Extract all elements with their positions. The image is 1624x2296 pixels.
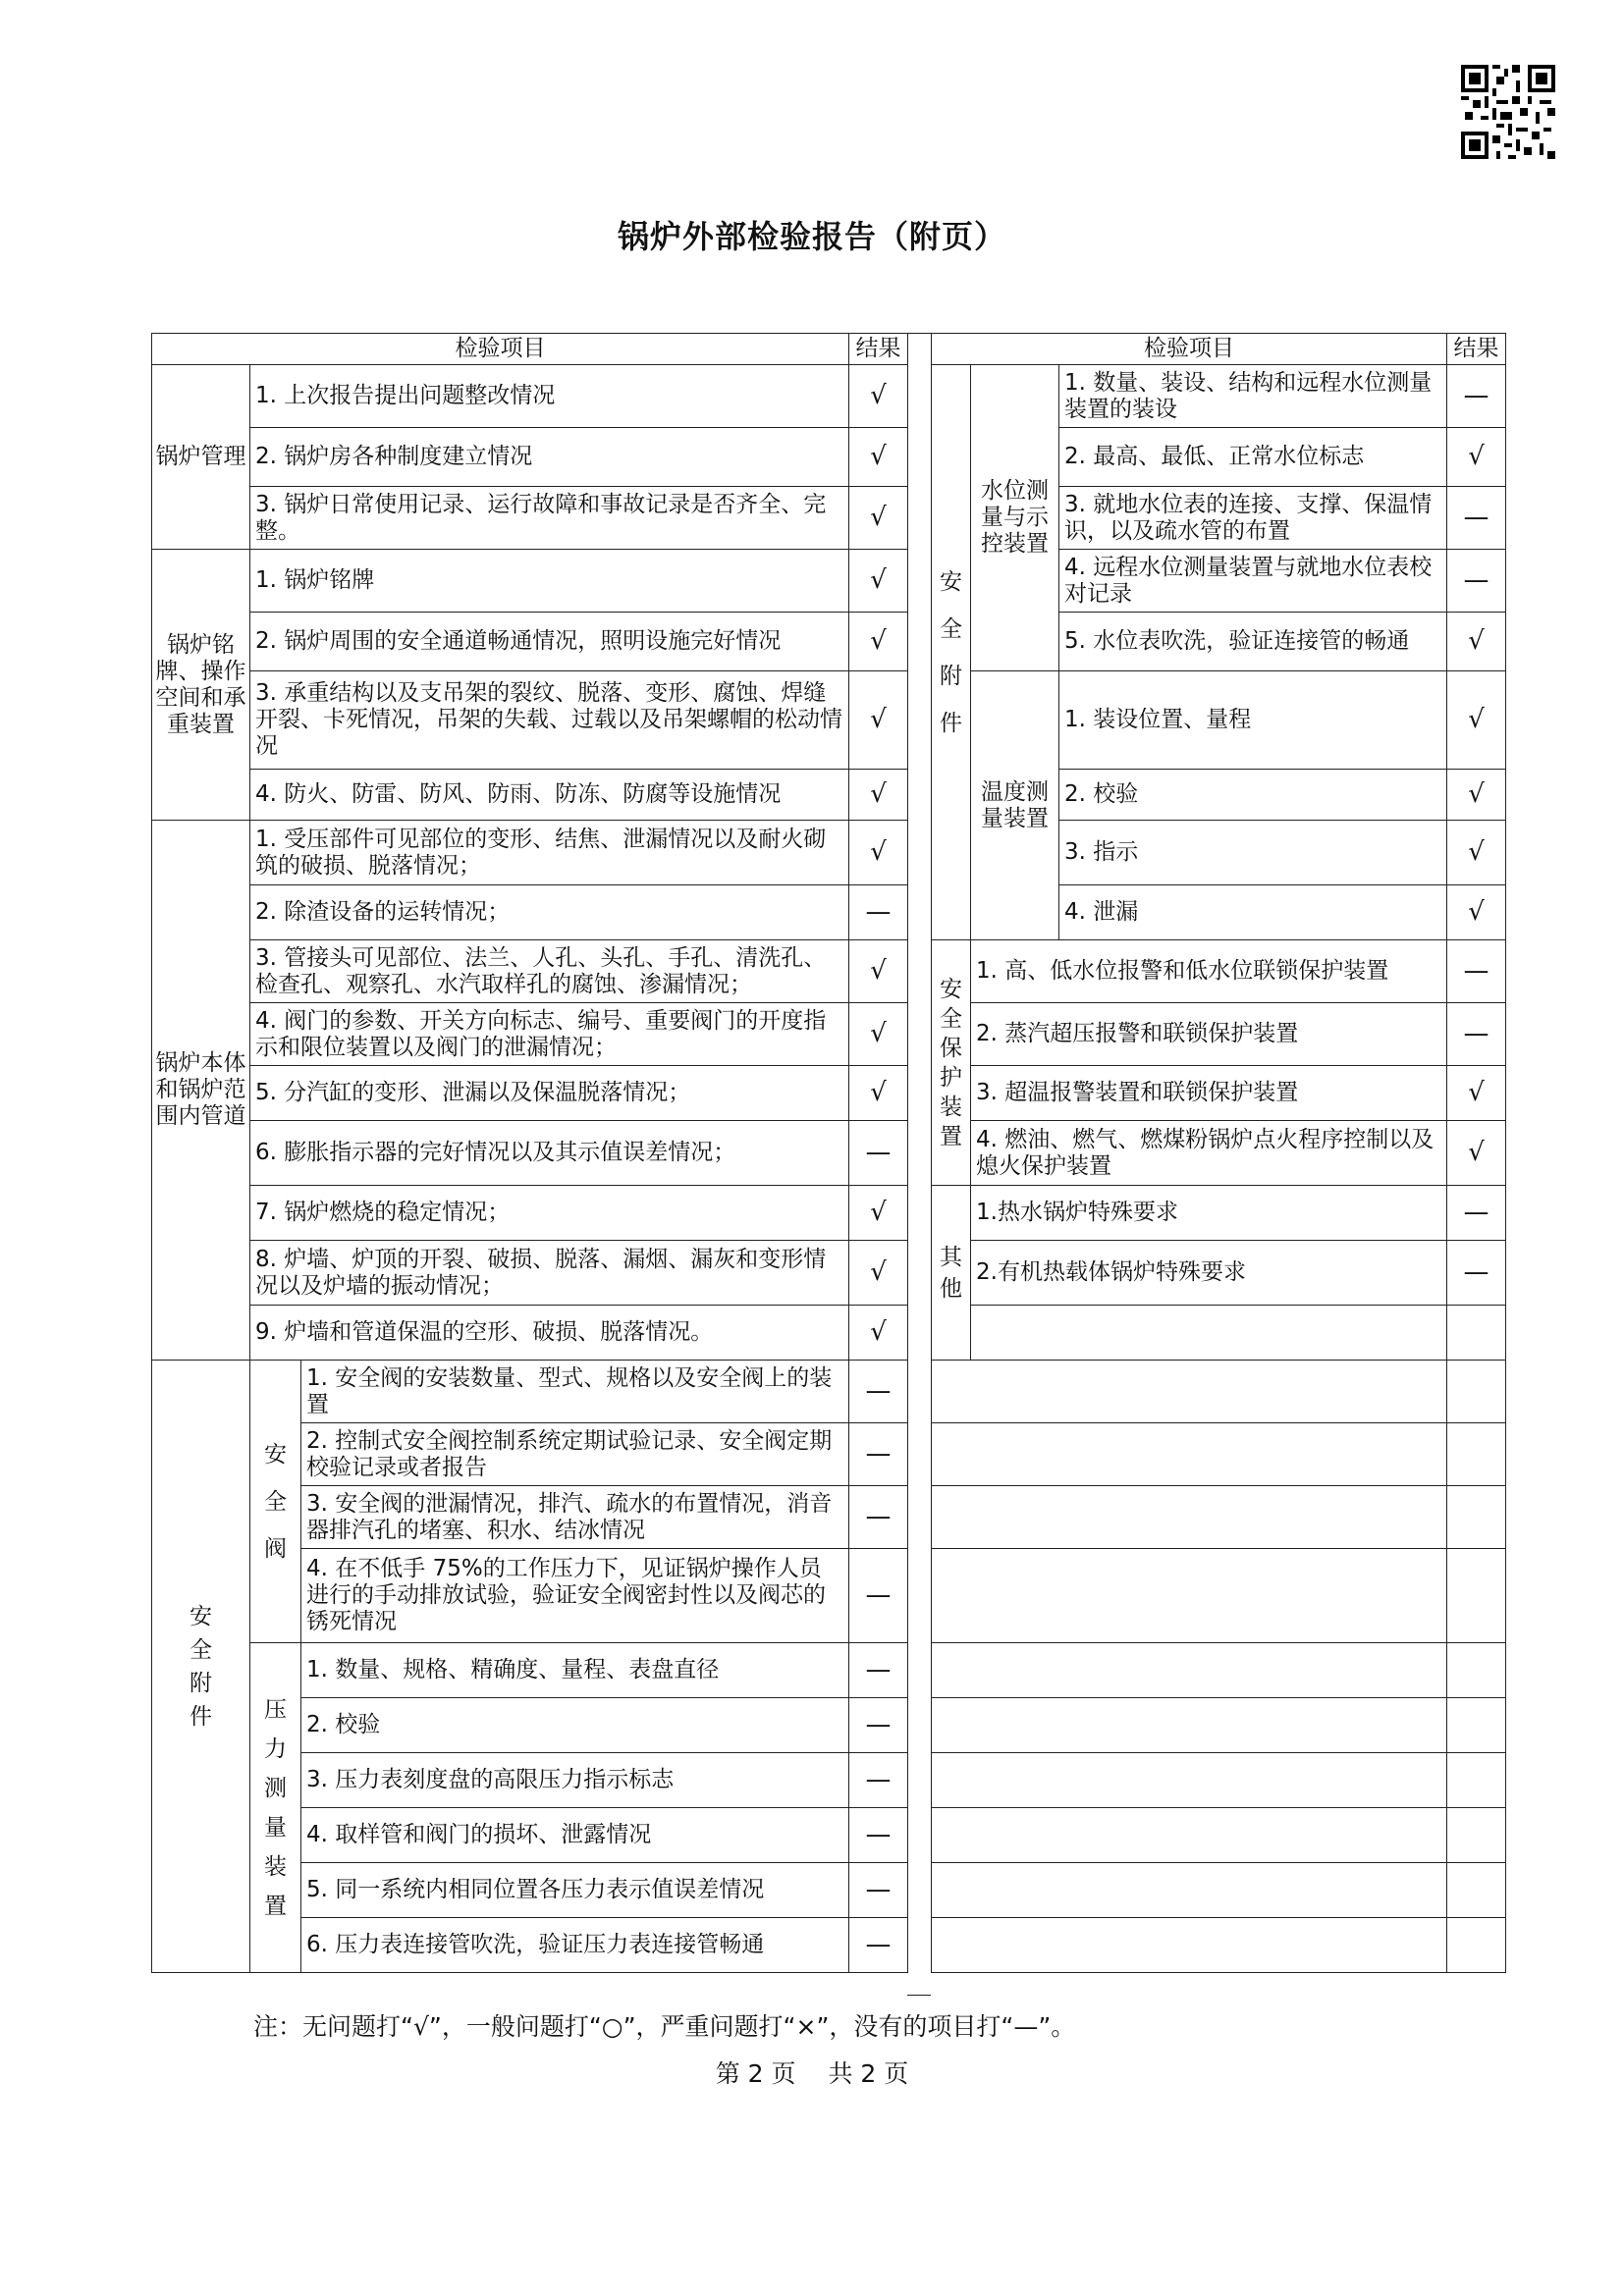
- empty-row: [932, 1918, 1506, 1973]
- category-other: [932, 1186, 971, 1361]
- table-row: [152, 428, 908, 487]
- item-text: 1. 锅炉铭牌: [250, 550, 849, 613]
- item-result: √: [849, 671, 908, 770]
- item-text: 8. 炉墙、炉顶的开裂、破损、脱落、漏烟、漏灰和变形情况以及炉墙的振动情况；: [250, 1241, 849, 1306]
- table-row: [152, 550, 908, 613]
- item-result: —: [849, 1808, 908, 1863]
- item-result: —: [849, 1423, 908, 1486]
- item-text: 4. 防火、防雷、防风、防雨、防冻、防腐等设施情况: [250, 770, 849, 821]
- item-text: 3. 指示: [1059, 821, 1447, 885]
- left-inspection-table: [151, 333, 908, 1973]
- item-text: 2. 校验: [1059, 770, 1447, 821]
- category-safety-attachments-label: 安全附件: [189, 1603, 212, 1730]
- category-safety-attachments-right: [932, 365, 971, 940]
- item-result: √: [849, 487, 908, 550]
- empty-row: [932, 1423, 1506, 1486]
- item-result: √: [849, 1241, 908, 1306]
- table-row: [152, 1361, 908, 1423]
- item-result: √: [1447, 671, 1506, 770]
- item-result: —: [1447, 1186, 1506, 1241]
- table-row: [152, 1121, 908, 1186]
- table-row: [152, 1306, 908, 1361]
- item-text: 6. 膨胀指示器的完好情况以及其示值误差情况；: [250, 1121, 849, 1186]
- gap-column: [907, 333, 931, 1996]
- item-text: 2. 控制式安全阀控制系统定期试验记录、安全阀定期校验记录或者报告: [301, 1423, 849, 1486]
- subcategory-temperature: 温度测量装置: [971, 671, 1059, 940]
- item-result: √: [849, 1066, 908, 1121]
- item-text: 1. 高、低水位报警和低水位联锁保护装置: [971, 940, 1447, 1003]
- subcategory-pressure-gauge: [250, 1643, 301, 1973]
- item-result: —: [1447, 1241, 1506, 1306]
- item-result: —: [849, 1863, 908, 1918]
- item-text: 9. 炉墙和管道保温的空形、破损、脱落情况。: [250, 1306, 849, 1361]
- legend-note: 注：无问题打“√”，一般问题打“○”，严重问题打“×”，没有的项目打“—”。: [253, 2012, 1076, 2041]
- item-text: 2. 最高、最低、正常水位标志: [1059, 428, 1447, 487]
- item-result: √: [1447, 770, 1506, 821]
- header-item: 检验项目: [932, 334, 1447, 365]
- table-row: [152, 1003, 908, 1066]
- table-row: [932, 1241, 1506, 1306]
- table-row: [152, 1066, 908, 1121]
- item-text: 2. 除渣设备的运转情况；: [250, 885, 849, 940]
- table-row: [152, 365, 908, 428]
- item-result: —: [849, 1486, 908, 1549]
- item-text: 2.有机热载体锅炉特殊要求: [971, 1241, 1447, 1306]
- table-row: [932, 671, 1506, 770]
- item-text: 4. 泄漏: [1059, 885, 1447, 940]
- empty-row: [932, 1361, 1506, 1423]
- table-header-row: [932, 334, 1506, 365]
- empty-row: [932, 1808, 1506, 1863]
- item-result: √: [849, 550, 908, 613]
- item-result: √: [849, 1186, 908, 1241]
- item-text: 5. 分汽缸的变形、泄漏以及保温脱落情况；: [250, 1066, 849, 1121]
- item-text: 1. 装设位置、量程: [1059, 671, 1447, 770]
- item-text: 1. 受压部件可见部位的变形、结焦、泄漏情况以及耐火砌筑的破损、脱落情况；: [250, 821, 849, 885]
- category-other-label: 其他: [940, 1244, 962, 1302]
- item-result: √: [849, 821, 908, 885]
- item-result: √: [849, 365, 908, 428]
- table-row: [932, 940, 1506, 1003]
- item-result: —: [1447, 487, 1506, 550]
- item-result: —: [1447, 1003, 1506, 1066]
- table-row: [152, 821, 908, 885]
- item-text: 4. 取样管和阀门的损坏、泄露情况: [301, 1808, 849, 1863]
- empty-row: [932, 1863, 1506, 1918]
- item-result: √: [1447, 821, 1506, 885]
- table-row: [932, 1121, 1506, 1186]
- item-result: √: [1447, 1121, 1506, 1186]
- table-row: [932, 365, 1506, 428]
- item-result: √: [1447, 428, 1506, 487]
- item-text: 2. 锅炉周围的安全通道畅通情况，照明设施完好情况: [250, 613, 849, 671]
- item-text: 3. 管接头可见部位、法兰、人孔、头孔、手孔、清洗孔、检查孔、观察孔、水汽取样孔的腐蚀、渗漏情况；: [250, 940, 849, 1003]
- item-text: 1. 安全阀的安装数量、型式、规格以及安全阀上的装置: [301, 1361, 849, 1423]
- table-row: [152, 1241, 908, 1306]
- table-row: [932, 1066, 1506, 1121]
- right-inspection-table: [931, 333, 1506, 1973]
- item-result: √: [1447, 613, 1506, 671]
- table-row: [152, 613, 908, 671]
- item-result: √: [1447, 885, 1506, 940]
- table-row: [152, 487, 908, 550]
- item-result: √: [1447, 1066, 1506, 1121]
- item-text: 4. 阀门的参数、开关方向标志、编号、重要阀门的开度指示和限位装置以及阀门的泄漏情况；: [250, 1003, 849, 1066]
- item-result: √: [849, 940, 908, 1003]
- item-result: √: [849, 1003, 908, 1066]
- item-result: √: [849, 428, 908, 487]
- item-result: —: [849, 1918, 908, 1973]
- header-result: 结果: [849, 334, 908, 365]
- category-boiler-management: 锅炉管理: [152, 365, 250, 550]
- item-text: 1. 数量、规格、精确度、量程、表盘直径: [301, 1643, 849, 1698]
- header-result: 结果: [1447, 334, 1506, 365]
- item-result: √: [849, 770, 908, 821]
- subcategory-safety-valve-label: 安全阀: [264, 1441, 287, 1562]
- subcategory-safety-valve: [250, 1361, 301, 1643]
- item-result: —: [849, 1698, 908, 1753]
- empty-row: [932, 1753, 1506, 1808]
- item-result: √: [849, 613, 908, 671]
- empty-row: [932, 1643, 1506, 1698]
- item-text: 4. 燃油、燃气、燃煤粉锅炉点火程序控制以及熄火保护装置: [971, 1121, 1447, 1186]
- category-safety-protection: [932, 940, 971, 1186]
- item-result: —: [849, 1121, 908, 1186]
- qr-code-image: [1461, 65, 1555, 159]
- subcategory-pressure-gauge-label: 压力测量装置: [264, 1696, 287, 1919]
- table-row: [152, 1186, 908, 1241]
- item-text: 3. 就地水位表的连接、支撑、保温情识，以及疏水管的布置: [1059, 487, 1447, 550]
- item-text: 4. 远程水位测量装置与就地水位表校对记录: [1059, 550, 1447, 613]
- item-text: 2. 锅炉房各种制度建立情况: [250, 428, 849, 487]
- empty-row: [932, 1306, 1506, 1361]
- category-safety-protection-label: 安全保护装置: [940, 976, 962, 1149]
- item-result: —: [1447, 365, 1506, 428]
- item-text: 1.热水锅炉特殊要求: [971, 1186, 1447, 1241]
- item-text: 3. 安全阀的泄漏情况，排汽、疏水的布置情况，消音器排汽孔的堵塞、积水、结冰情况: [301, 1486, 849, 1549]
- item-text: 2. 校验: [301, 1698, 849, 1753]
- item-text: 3. 承重结构以及支吊架的裂纹、脱落、变形、腐蚀、焊缝开裂、卡死情况，吊架的失载、过载以及吊架螺帽的松动情况: [250, 671, 849, 770]
- item-text: 5. 同一系统内相同位置各压力表示值误差情况: [301, 1863, 849, 1918]
- item-text: 1. 上次报告提出问题整改情况: [250, 365, 849, 428]
- empty-row: [932, 1698, 1506, 1753]
- item-result: —: [849, 1549, 908, 1643]
- category-boiler-body: 锅炉本体和锅炉范围内管道: [152, 821, 250, 1361]
- page-title: 锅炉外部检验报告（附页）: [617, 218, 1006, 255]
- table-row: [932, 1186, 1506, 1241]
- item-text: 4. 在不低手 75%的工作压力下，见证锅炉操作人员进行的手动排放试验，验证安全阀密封性以及阀芯的锈死情况: [301, 1549, 849, 1643]
- item-text: 6. 压力表连接管吹洗，验证压力表连接管畅通: [301, 1918, 849, 1973]
- table-row: [152, 1643, 908, 1698]
- item-result: —: [849, 885, 908, 940]
- item-text: 3. 锅炉日常使用记录、运行故障和事故记录是否齐全、完整。: [250, 487, 849, 550]
- table-row: [152, 770, 908, 821]
- item-text: 5. 水位表吹洗，验证连接管的畅通: [1059, 613, 1447, 671]
- item-result: √: [849, 1306, 908, 1361]
- empty-row: [932, 1549, 1506, 1643]
- item-text: 2. 蒸汽超压报警和联锁保护装置: [971, 1003, 1447, 1066]
- table-row: [152, 885, 908, 940]
- category-safety-attachments-right-label: 安全附件: [940, 568, 962, 736]
- item-result: —: [1447, 940, 1506, 1003]
- subcategory-water-level: 水位测量与示控装置: [971, 365, 1059, 671]
- category-nameplate: 锅炉铭牌、操作空间和承重装置: [152, 550, 250, 821]
- table-row: [932, 1003, 1506, 1066]
- header-item: 检验项目: [152, 334, 849, 365]
- page-number: 第 2 页 共 2 页: [715, 2059, 909, 2088]
- table-row: [152, 671, 908, 770]
- item-result: —: [1447, 550, 1506, 613]
- item-text: 3. 超温报警装置和联锁保护装置: [971, 1066, 1447, 1121]
- item-text: 7. 锅炉燃烧的稳定情况；: [250, 1186, 849, 1241]
- item-text: 1. 数量、装设、结构和远程水位测量装置的装设: [1059, 365, 1447, 428]
- category-safety-attachments: [152, 1361, 250, 1973]
- table-header-row: [152, 334, 908, 365]
- item-result: —: [849, 1643, 908, 1698]
- item-result: —: [849, 1361, 908, 1423]
- table-row: [152, 940, 908, 1003]
- item-text: 3. 压力表刻度盘的高限压力指示标志: [301, 1753, 849, 1808]
- empty-row: [932, 1486, 1506, 1549]
- item-result: —: [849, 1753, 908, 1808]
